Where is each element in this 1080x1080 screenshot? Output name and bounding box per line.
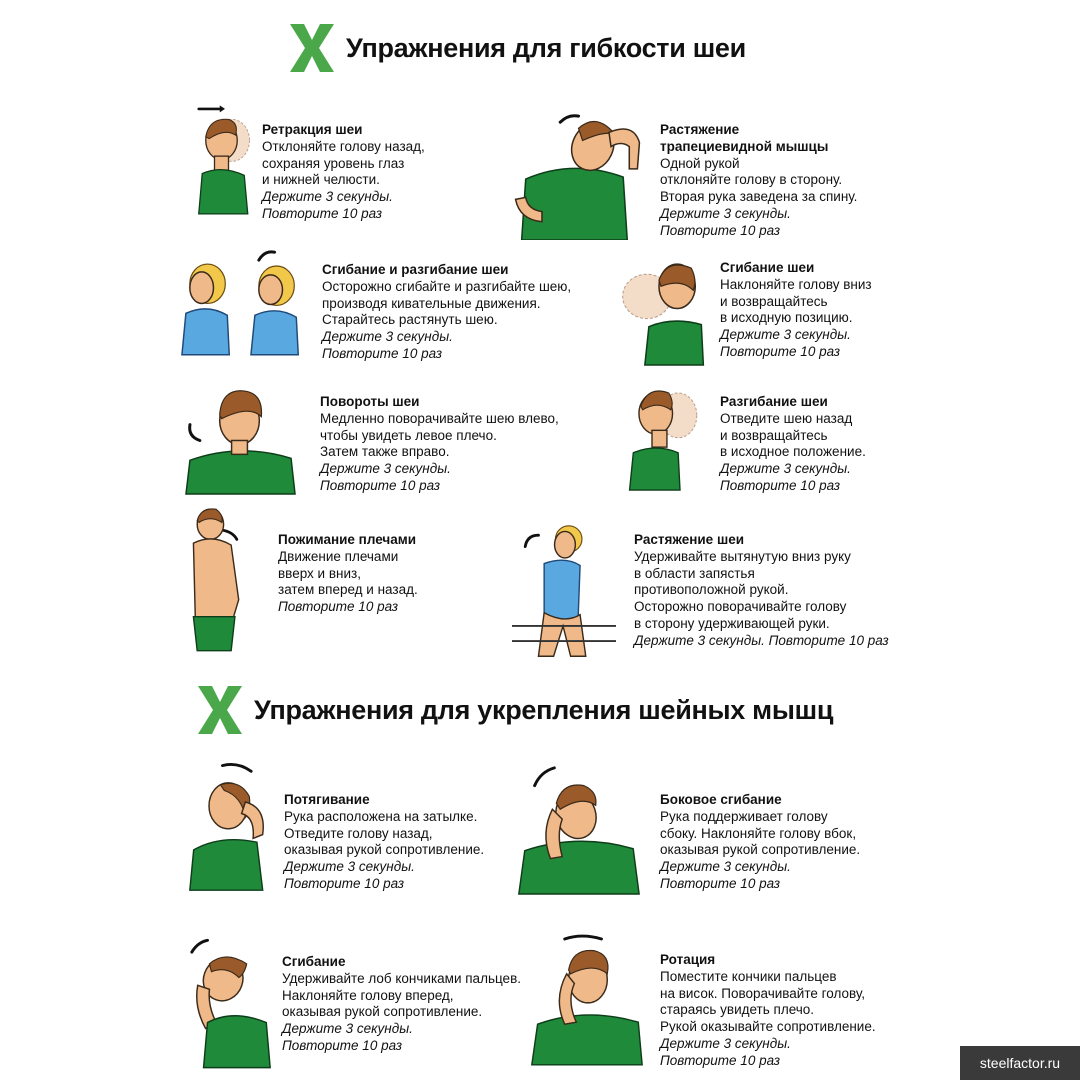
exercise-text: Одной рукой [660,155,740,171]
exercise-name: Потягивание [284,792,370,807]
exercise-text: оказывая рукой сопротивление. [282,1004,483,1020]
exercise-text: Наклоняйте голову вниз [720,276,872,292]
exercise-illustration [512,760,642,896]
exercise-neck-flexion [616,250,896,370]
exercise-hold: Держите 3 секунды. [320,461,451,477]
exercise-text: Удерживайте вытянутую вниз руку [634,548,851,564]
exercise-neck-rotation [184,380,584,500]
exercise-repeat: Повторите 10 раз [720,343,841,359]
exercise-repeat: Повторите 10 раз [660,875,781,891]
exercise-text: на висок. Поворачивайте голову, [660,985,866,1001]
exercise-illustration [190,98,260,223]
exercise-text: Наклоняйте голову вперед, [282,987,454,1003]
exercise-illustration [510,108,645,240]
exercise-text: стараясь увидеть плечо. [660,1002,815,1018]
exercise-text: сохраняя уровень глаз [262,155,405,171]
green-x-icon [196,684,244,736]
exercise-hold: Держите 3 секунды. [284,859,415,875]
exercise-name: Ретракция шеи [262,122,363,137]
exercise-name: Сгибание [282,954,346,969]
watermark: steelfactor.ru [960,1046,1080,1080]
exercise-text: Поместите кончики пальцев [660,968,837,984]
exercise-repeat: Повторите 10 раз [660,1052,781,1068]
section-title-text: Упражнения для гибкости шеи [346,32,746,63]
exercise-illustration [184,380,298,496]
exercise-repeat: Повторите 10 раз [284,875,405,891]
exercise-repeat: Повторите 10 раз [322,345,443,361]
exercise-text: Отведите голову назад, [284,825,433,841]
exercise-text: Осторожно сгибайте и разгибайте шею, [322,278,572,294]
exercise-hold: Держите 3 секунды. [262,189,393,205]
exercise-text: Рукой оказывайте сопротивление. [660,1019,876,1035]
exercise-illustration [616,250,708,366]
exercise-neck-stretch [512,520,892,666]
exercise-text: в исходную позицию. [720,310,853,326]
exercise-hold-repeat: Держите 3 секунды. Повторите 10 раз [634,632,889,648]
exercise-illustration [184,934,278,1070]
exercise-illustration [184,502,250,656]
exercise-text: производя кивательные движения. [322,295,541,311]
exercise-hold: Держите 3 секунды. [660,1035,791,1051]
exercise-text: сбоку. Наклоняйте голову вбок, [660,825,857,841]
exercise-neck-extension [624,374,896,498]
exercise-name: Сгибание и разгибание шеи [322,262,509,277]
exercise-text: Отведите шею назад [720,410,853,426]
exercise-name: Пожимание плечами [278,532,417,547]
exercise-text: Движение плечами [278,548,399,564]
section-title-strengthening [196,684,833,736]
exercise-text: затем вперед и назад. [278,582,418,598]
exercise-hold: Держите 3 секунды. [282,1021,413,1037]
exercise-name: Растяжение шеи [634,532,745,547]
exercise-text: Медленно поворачивайте шею влево, [320,410,559,426]
exercise-text: и возвращайтесь [720,293,828,309]
exercise-text: Осторожно поворачивайте голову [634,599,847,615]
exercise-text: Удерживайте лоб кончиками пальцев. [282,970,521,986]
exercise-flexion [184,934,554,1072]
exercise-illustration [512,520,616,662]
exercise-pull [186,756,506,896]
exercise-hold: Держите 3 секунды. [660,205,791,221]
exercise-illustration [526,930,646,1068]
exercise-text: и возвращайтесь [720,427,828,443]
exercise-text: Отклоняйте голову назад, [262,138,425,154]
exercise-name: Разгибание шеи [720,394,828,409]
exercise-neck-flexion-extension [178,244,598,364]
exercise-hold: Держите 3 секунды. [660,859,791,875]
exercise-repeat: Повторите 10 раз [720,477,841,493]
exercise-text: Вторая рука заведена за спину. [660,189,858,205]
green-x-icon [288,22,336,74]
exercise-text: оказывая рукой сопротивление. [660,842,861,858]
exercise-text: противоположной рукой. [634,582,789,598]
exercise-illustration [624,374,708,496]
exercise-shoulder-shrug [184,502,444,660]
exercise-text: Рука поддерживает голову [660,808,828,824]
exercise-text: отклоняйте голову в сторону. [660,172,843,188]
exercise-repeat: Повторите 10 раз [278,599,399,615]
exercise-repeat: Повторите 10 раз [282,1037,403,1053]
exercise-neck-retraction [190,98,490,248]
exercise-text: в сторону удерживающей руки. [634,615,830,631]
exercise-trapezius-stretch [510,108,890,248]
section-title-text: Упражнения для укрепления шейных мышц [254,694,834,725]
exercise-text: в области запястья [634,565,755,581]
exercise-text: Старайтесь растянуть шею. [322,312,498,328]
exercise-lateral-flexion [512,760,892,898]
exercise-hold: Держите 3 секунды. [322,329,453,345]
exercise-name: Растяжение трапециевидной мышцы [660,122,829,154]
exercise-text: Рука расположена на затылке. [284,808,478,824]
exercise-illustration [178,244,316,358]
exercise-repeat: Повторите 10 раз [262,205,383,221]
exercise-name: Сгибание шеи [720,260,815,275]
exercise-illustration [186,756,278,894]
exercise-text: вверх и вниз, [278,565,361,581]
exercise-text: оказывая рукой сопротивление. [284,842,485,858]
exercise-name: Ротация [660,952,716,967]
exercise-repeat: Повторите 10 раз [660,222,781,238]
exercise-hold: Держите 3 секунды. [720,327,851,343]
exercise-hold: Держите 3 секунды. [720,461,851,477]
exercise-name: Боковое сгибание [660,792,782,807]
section-title-flexibility [288,22,746,74]
exercise-text: Затем также вправо. [320,444,450,460]
exercise-text: в исходное положение. [720,444,866,460]
exercise-rotation [526,930,896,1070]
exercise-name: Повороты шеи [320,394,420,409]
exercise-repeat: Повторите 10 раз [320,477,441,493]
exercise-text: чтобы увидеть левое плечо. [320,427,497,443]
exercise-text: и нижней челюсти. [262,172,380,188]
